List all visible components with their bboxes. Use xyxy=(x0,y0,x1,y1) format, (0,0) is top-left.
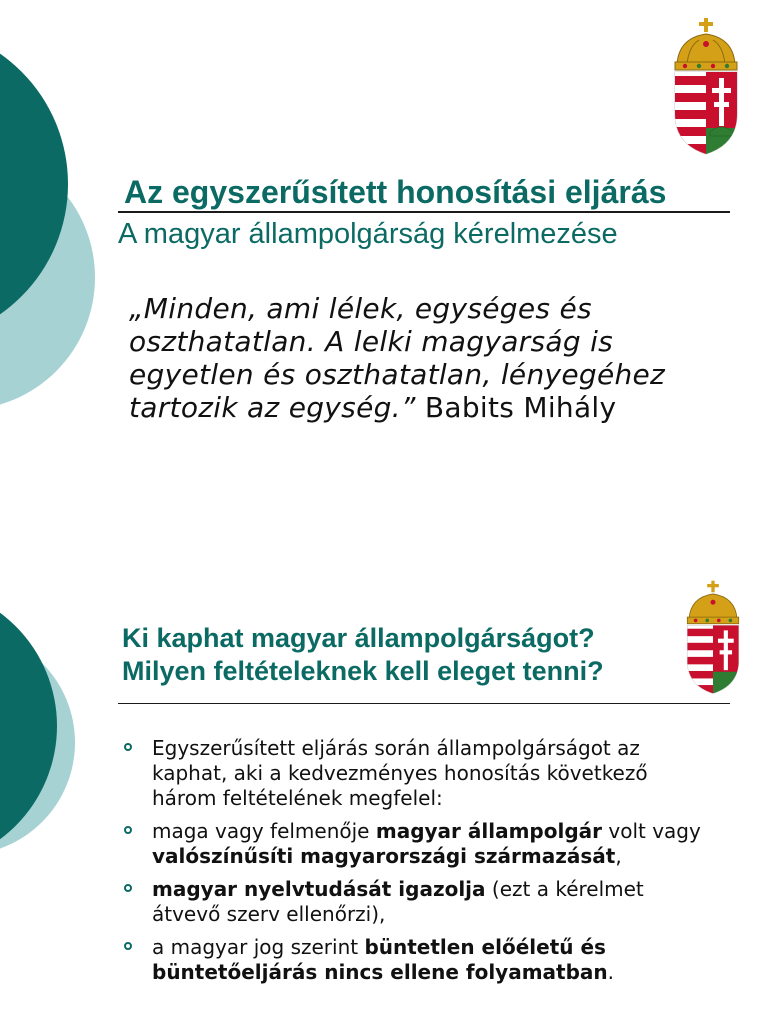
slide-1-title: Az egyszerűsített honosítási eljárás xyxy=(124,174,667,210)
slide-2-title-line-1: Ki kaphat magyar állampolgárságot? xyxy=(122,623,595,653)
conditions-list xyxy=(118,736,718,993)
quote xyxy=(129,292,729,424)
bullet-text-bold: magyar nyelvtudását igazolja xyxy=(152,877,486,901)
slide-2 xyxy=(0,540,768,1024)
list-item xyxy=(118,736,718,811)
title-divider xyxy=(118,703,730,704)
quote-author: Babits Mihály xyxy=(415,391,617,424)
list-item xyxy=(118,935,718,985)
slide-2-title xyxy=(122,622,682,688)
list-item xyxy=(118,819,718,869)
bullet-text: . xyxy=(607,960,615,984)
hungarian-coat-of-arms-icon xyxy=(671,16,741,156)
bullet-text: , xyxy=(615,844,622,868)
bullet-circle-icon xyxy=(124,942,132,950)
bullet-text-bold: magyar állampolgár xyxy=(375,819,603,843)
quote-text: „Minden, ami lélek, egységes és oszthatatlan. A lelki magyarság is egyetlen és oszthatatlan, lényegéhez tartozik az egység.” xyxy=(129,292,666,424)
bullet-text: a magyar jog szerint xyxy=(152,935,365,959)
bullet-text-bold: valószínűsíti magyarországi származását xyxy=(152,844,616,868)
bullet-text: maga vagy felmenője xyxy=(152,819,376,843)
bullet-text: (ezt a kérelmet átvevő szerv ellenőrzi), xyxy=(152,877,644,926)
bullet-circle-icon xyxy=(124,826,132,834)
bullet-text: volt vagy xyxy=(602,819,701,843)
hungarian-coat-of-arms-icon xyxy=(684,578,742,696)
list-item xyxy=(118,877,718,927)
bullet-text-bold: büntetlen előéletű és büntetőeljárás nincs ellene folyamatban xyxy=(152,935,608,984)
slide-1-subtitle: A magyar állampolgárság kérelmezése xyxy=(118,218,618,250)
bullet-circle-icon xyxy=(124,884,132,892)
slide-2-title-line-2: Milyen feltételeknek kell eleget tenni? xyxy=(122,656,604,686)
bullet-circle-icon xyxy=(124,743,132,751)
bullet-text: Egyszerűsített eljárás során állampolgárságot az kaphat, aki a kedvezményes honosítás következő három feltételének megfelel: xyxy=(152,736,648,810)
title-divider xyxy=(118,211,730,213)
